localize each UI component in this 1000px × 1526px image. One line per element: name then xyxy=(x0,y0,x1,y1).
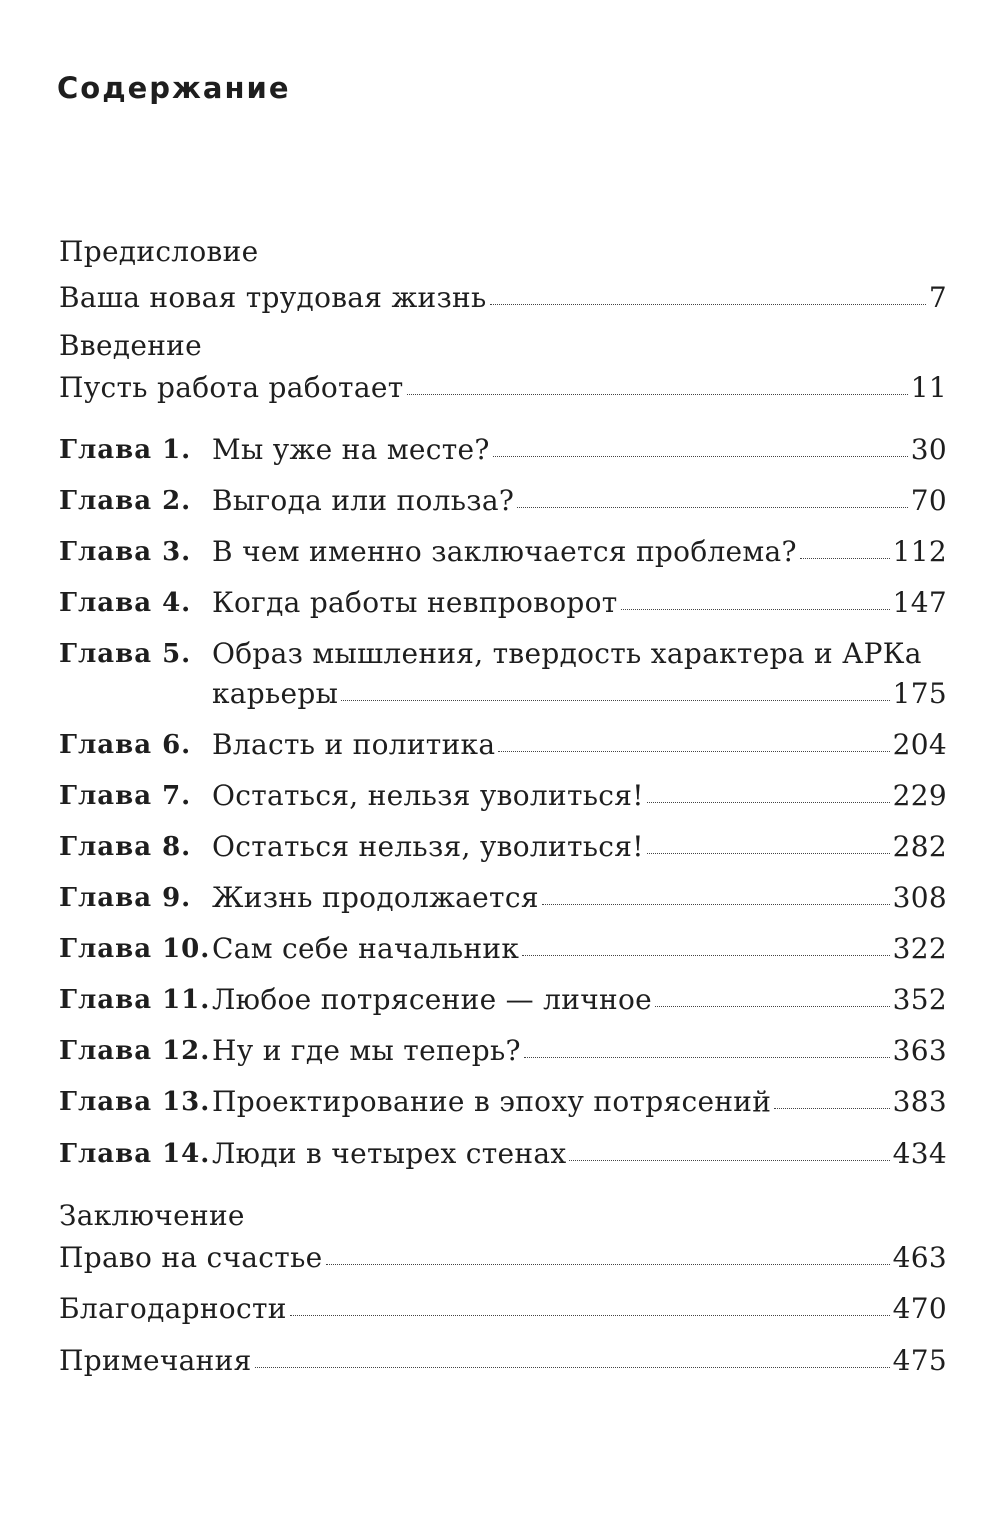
toc-entry-acknowledgements[interactable] xyxy=(59,1291,947,1327)
toc-page-number: 308 xyxy=(892,881,947,914)
toc-page-number: 322 xyxy=(892,932,947,965)
toc-entry-chapter-9[interactable] xyxy=(212,880,947,916)
toc-entry-title: Ваша новая трудовая жизнь xyxy=(59,281,487,314)
toc-entry-title: Когда работы невпроворот xyxy=(212,586,618,619)
toc-entry-chapter-1[interactable] xyxy=(212,432,947,468)
toc-entry-title: Мы уже на месте? xyxy=(212,433,490,466)
toc-entry-title: Остаться, нельзя уволиться! xyxy=(212,779,644,812)
toc-page-number: 204 xyxy=(892,728,947,761)
toc-entry-title-line[interactable]: Образ мышления, твердость характера и АРКа xyxy=(212,637,922,670)
toc-page-number: 463 xyxy=(892,1241,947,1274)
dot-leader xyxy=(493,456,908,457)
chapter-label: Глава 5. xyxy=(59,639,192,669)
dot-leader xyxy=(774,1108,889,1109)
toc-page-number: 475 xyxy=(892,1344,947,1377)
chapter-label: Глава 3. xyxy=(59,537,192,567)
dot-leader xyxy=(647,853,890,854)
toc-entry-title: Право на счастье xyxy=(59,1241,323,1274)
dot-leader xyxy=(524,1057,890,1058)
toc-entry-chapter-3[interactable] xyxy=(212,534,947,570)
toc-entry-chapter-8[interactable] xyxy=(212,829,947,865)
toc-page-number: 434 xyxy=(892,1137,947,1170)
chapter-label: Глава 11. xyxy=(59,985,211,1015)
section-label-conclusion: Заключение xyxy=(59,1199,245,1232)
dot-leader xyxy=(621,609,890,610)
chapter-label: Глава 8. xyxy=(59,832,192,862)
dot-leader xyxy=(522,955,889,956)
chapter-label: Глава 7. xyxy=(59,781,192,811)
toc-entry-title: Власть и политика xyxy=(212,728,496,761)
toc-page-number: 147 xyxy=(892,586,947,619)
toc-entry-title: Люди в четырех стенах xyxy=(212,1137,567,1170)
toc-entry-chapter-2[interactable] xyxy=(212,483,947,519)
toc-page-number: 70 xyxy=(910,484,947,517)
chapter-label: Глава 12. xyxy=(59,1036,211,1066)
section-label-introduction: Введение xyxy=(59,329,203,362)
dot-leader xyxy=(647,802,890,803)
dot-leader xyxy=(517,507,908,508)
dot-leader xyxy=(255,1367,890,1368)
dot-leader xyxy=(498,751,889,752)
toc-page-number: 11 xyxy=(910,371,947,404)
toc-entry-title: Благодарности xyxy=(59,1292,287,1325)
toc-page-number: 282 xyxy=(892,830,947,863)
toc-entry-preface[interactable] xyxy=(59,280,947,316)
chapter-label: Глава 13. xyxy=(59,1087,211,1117)
toc-entry-title: Пусть работа работает xyxy=(59,371,404,404)
chapter-label: Глава 6. xyxy=(59,730,192,760)
chapter-label: Глава 1. xyxy=(59,435,192,465)
dot-leader xyxy=(341,700,889,701)
dot-leader xyxy=(542,904,890,905)
dot-leader xyxy=(655,1006,890,1007)
page-title: Содержание xyxy=(57,71,291,105)
toc-entry-chapter-4[interactable] xyxy=(212,585,947,621)
chapter-label: Глава 9. xyxy=(59,883,192,913)
toc-page-number: 7 xyxy=(928,281,947,314)
toc-page-number: 229 xyxy=(892,779,947,812)
toc-page-number: 112 xyxy=(892,535,947,568)
toc-entry-title: карьеры xyxy=(212,677,339,710)
toc-entry-title: Остаться нельзя, уволиться! xyxy=(212,830,644,863)
toc-entry-title: Любое потрясение — личное xyxy=(212,983,653,1016)
toc-entry-title: Ну и где мы теперь? xyxy=(212,1034,521,1067)
dot-leader xyxy=(569,1160,889,1161)
toc-entry-chapter-6[interactable] xyxy=(212,727,947,763)
toc-page-number: 383 xyxy=(892,1085,947,1118)
toc-page-number: 352 xyxy=(892,983,947,1016)
toc-page-number: 363 xyxy=(892,1034,947,1067)
toc-entry-chapter-11[interactable] xyxy=(212,982,947,1018)
toc-entry-conclusion[interactable] xyxy=(59,1240,947,1276)
chapter-label: Глава 14. xyxy=(59,1139,211,1169)
dot-leader xyxy=(326,1264,890,1265)
toc-page-number: 470 xyxy=(892,1292,947,1325)
dot-leader xyxy=(407,394,908,395)
dot-leader xyxy=(490,304,926,305)
toc-entry-title: Сам себе начальник xyxy=(212,932,520,965)
toc-entry-chapter-13[interactable] xyxy=(212,1084,947,1120)
toc-entry-title: Примечания xyxy=(59,1344,252,1377)
toc-page-number: 30 xyxy=(910,433,947,466)
dot-leader xyxy=(800,558,890,559)
toc-entry-chapter-10[interactable] xyxy=(212,931,947,967)
toc-entry-title: Выгода или польза? xyxy=(212,484,515,517)
toc-entry-introduction[interactable] xyxy=(59,370,947,406)
toc-entry-chapter-5[interactable] xyxy=(212,676,947,712)
toc-entry-title: В чем именно заключается проблема? xyxy=(212,535,797,568)
chapter-label: Глава 4. xyxy=(59,588,192,618)
toc-entry-title: Жизнь продолжается xyxy=(212,881,539,914)
chapter-label: Глава 10. xyxy=(59,934,211,964)
chapter-label: Глава 2. xyxy=(59,486,192,516)
dot-leader xyxy=(290,1315,890,1316)
toc-page-number: 175 xyxy=(892,677,947,710)
section-label-preface: Предисловие xyxy=(59,235,259,268)
toc-entry-notes[interactable] xyxy=(59,1343,947,1379)
toc-entry-chapter-7[interactable] xyxy=(212,778,947,814)
toc-entry-chapter-12[interactable] xyxy=(212,1033,947,1069)
toc-entry-title: Проектирование в эпоху потрясений xyxy=(212,1085,772,1118)
toc-entry-chapter-14[interactable] xyxy=(212,1136,947,1172)
